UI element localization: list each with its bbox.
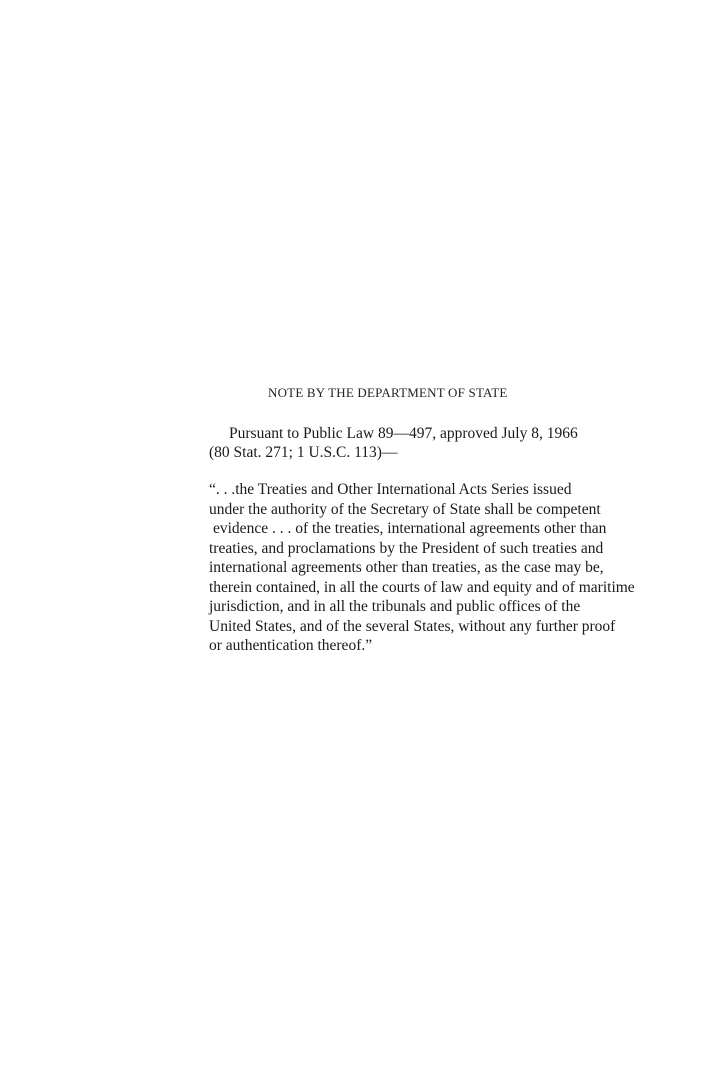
quote-line: evidence . . . of the treaties, international agreements other than [213, 520, 607, 537]
quote-line: or authentication thereof.” [209, 637, 373, 654]
quote-line: therein contained, in all the courts of law and equity and of maritime [209, 578, 635, 596]
quote-line: jurisdiction, and in all the tribunals and public offices of the [209, 598, 581, 615]
quote-line: “. . .the Treaties and Other International Acts Series issued [209, 481, 572, 498]
quoted-statute [209, 480, 635, 656]
quote-line: under the authority of the Secretary of State shall be competent [209, 500, 601, 518]
intro-paragraph [209, 424, 578, 462]
intro-line: Pursuant to Public Law 89—497, approved July 8, 1966 [229, 425, 578, 442]
quote-line: treaties, and proclamations by the President of such treaties and [209, 539, 604, 557]
quote-line: United States, and of the several States, without any further proof [209, 617, 616, 635]
intro-line: (80 Stat. 271; 1 U.S.C. 113)— [209, 444, 398, 461]
page-heading: NOTE BY THE DEPARTMENT OF STATE [268, 385, 508, 400]
quote-line: international agreements other than treaties, as the case may be, [209, 559, 604, 576]
